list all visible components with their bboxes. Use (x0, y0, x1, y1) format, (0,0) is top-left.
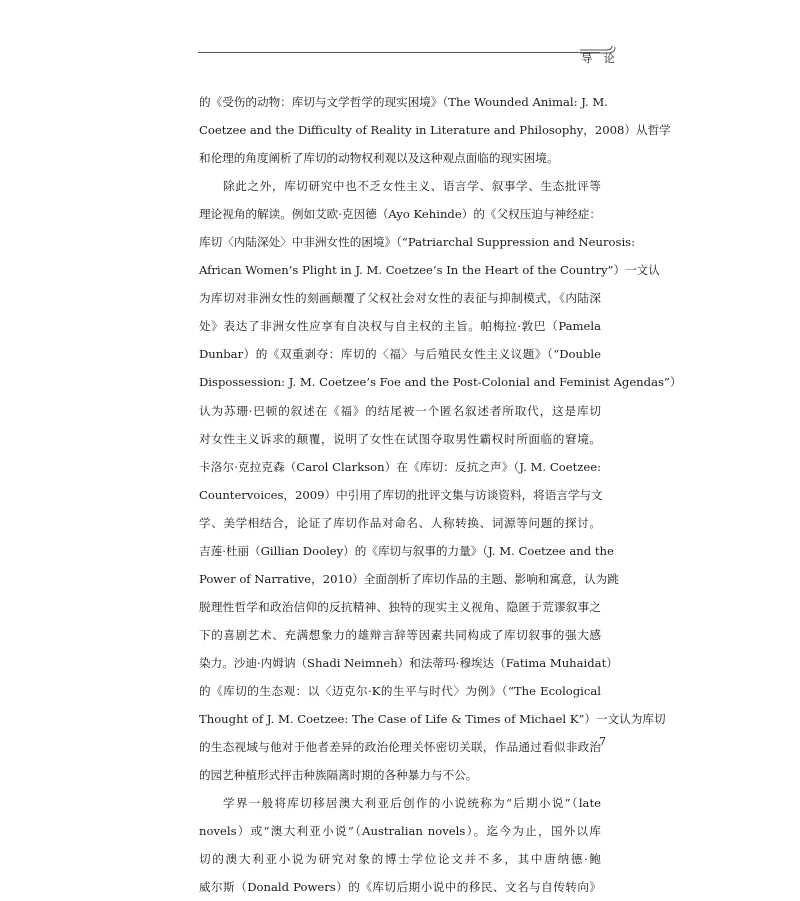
text-line: 卡洛尔·克拉克森（Carol Clarkson）在《库切：反抗之声》（J. M. Coetzee: (199, 459, 601, 474)
text-line: 库切〈内陆深处〉中非洲女性的困境》（“Patriarchal Suppression and Neurosis: (199, 235, 636, 250)
text-line: 理论视角的解读。例如艾欧·克因德（Ayo Kehinde）的《父权压迫与神经症： (199, 207, 601, 222)
text-line: 下的喜剧艺术、充满想象力的雄辩言辞等因素共同构成了库切叙事的强大感 (199, 627, 601, 642)
text-line: 学界一般将库切移居澳大利亚后创作的小说统称为“后期小说”（late (223, 796, 601, 811)
text-line: 切的澳大利亚小说为研究对象的博士学位论文并不多，其中唐纳德·鲍 (199, 852, 601, 867)
text-line: 的园艺种植形式抨击种族隔离时期的各种暴力与不公。 (199, 768, 478, 783)
text-line: novels）或“澳大利亚小说”（Australian novels）。迄今为止，国外以库 (199, 824, 601, 839)
text-line: 为库切对非洲女性的刻画颠覆了父权社会对女性的表征与抑制模式，《内陆深 (199, 291, 601, 306)
header-rule (198, 52, 600, 53)
text-line: Countervoices，2009）中引用了库切的批评文集与访谈资料，将语言学与文 (199, 487, 603, 502)
text-line: 处》表达了非洲女性应享有自决权与自主权的主旨。帕梅拉·敦巴（Pamela (199, 319, 601, 334)
text-line: Power of Narrative，2010）全面剖析了库切作品的主题、影响和寓意，认为跳 (199, 571, 619, 586)
running-header: 导 论 (581, 52, 619, 65)
text-line: 脱理性哲学和政治信仰的反抗精神、独特的现实主义视角、隐匿于荒谬叙事之 (199, 599, 601, 614)
text-line: Thought of J. M. Coetzee: The Case of Life & Times of Michael K”）一文认为库切 (199, 712, 666, 727)
text-line: 染力。沙迪·内姆讷（Shadi Neimneh）和法蒂玛·穆埃达（Fatima Muhaidat） (199, 655, 618, 670)
text-line: 的生态视域与他对于他者差异的政治伦理关怀密切关联，作品通过看似非政治 (199, 740, 601, 755)
text-line: 认为苏珊·巴顿的叙述在《福》的结尾被一个匿名叙述者所取代，这是库切 (199, 403, 601, 418)
text-line: 除此之外，库切研究中也不乏女性主义、语言学、叙事学、生态批评等 (223, 179, 601, 194)
text-line: 和伦理的角度阐析了库切的动物权利观以及这种观点面临的现实困境。 (199, 151, 559, 166)
text-line: Coetzee and the Difficulty of Reality in Literature and Philosophy，2008）从哲学 (199, 123, 671, 138)
text-line: 吉莲·杜丽（Gillian Dooley）的《库切与叙事的力量》（J. M. Coetzee and the (199, 543, 614, 558)
text-line: 对女性主义诉求的颠覆，说明了女性在试图夺取男性霸权时所面临的窘境。 (199, 431, 601, 446)
text-line: 学、美学相结合，论证了库切作品对命名、人称转换、词源等问题的探讨。 (199, 515, 601, 530)
page-number: 7 (599, 735, 606, 748)
text-line: 的《受伤的动物：库切与文学哲学的现实困境》（The Wounded Animal: J. M. (199, 95, 608, 109)
text-line: Dispossession: J. M. Coetzee’s Foe and the Post-Colonial and Feminist Agendas”） (199, 375, 682, 390)
body-text (199, 88, 682, 901)
text-line: 威尔斯（Donald Powers）的《库切后期小说中的移民、文名与自传转向》 (199, 880, 601, 895)
text-line: African Women’s Plight in J. M. Coetzee’s In the Heart of the Country”）一文认 (199, 263, 660, 278)
text-line: Dunbar）的《双重剥夺：库切的〈福〉与后殖民女性主义议题》（“Double (199, 347, 601, 362)
text-line: 的《库切的生态观：以〈迈克尔·K的生平与时代〉为例》（“The Ecological (199, 683, 601, 698)
